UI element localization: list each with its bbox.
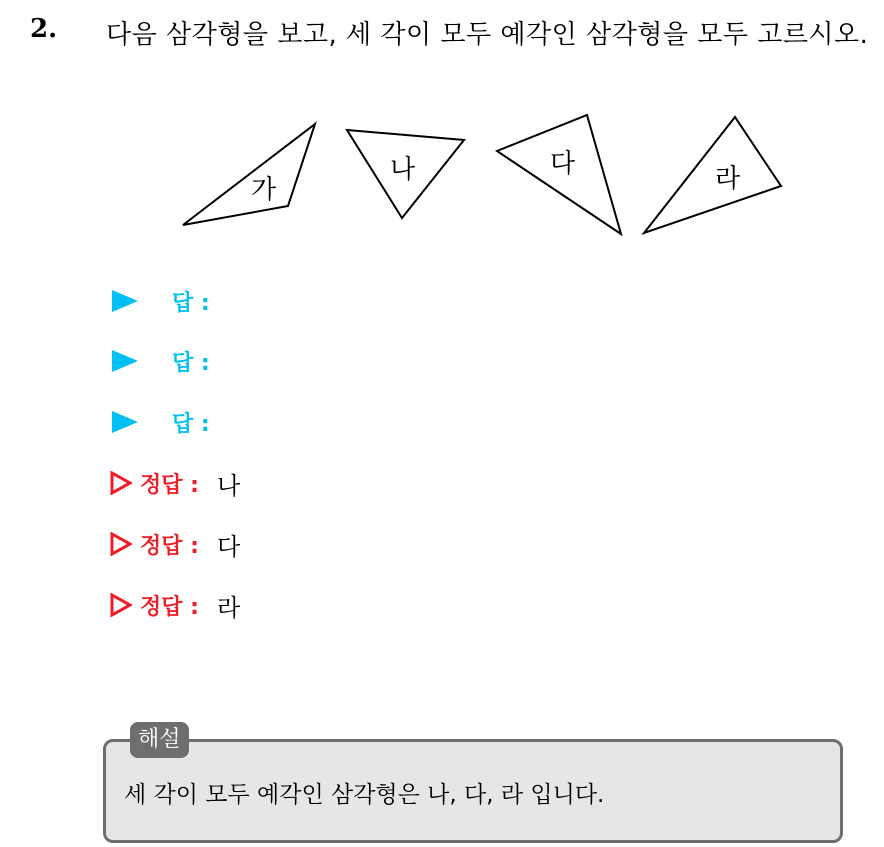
blank-marker-icon <box>112 411 138 433</box>
correct-answer-2 <box>108 526 240 562</box>
triangle-na-label: 나 <box>390 155 416 185</box>
outline-triangle-icon <box>110 471 132 495</box>
correct-answer-1 <box>108 465 240 501</box>
triangle-da-label: 다 <box>550 149 576 179</box>
explanation-tab: 해설 <box>130 722 189 758</box>
explanation-text: 세 각이 모두 예각인 삼각형은 나, 다, 라 입니다. <box>124 782 605 808</box>
correct-answer-label: 정답 : <box>140 472 199 498</box>
correct-answer-label: 정답 : <box>140 533 199 559</box>
answer-blank-1 <box>108 283 210 319</box>
outline-triangle-icon <box>110 532 132 556</box>
question-number: 2. <box>30 14 58 44</box>
answer-blank-label: 답 : <box>172 290 210 316</box>
triangle-da <box>497 115 621 234</box>
triangles-figure <box>0 0 884 260</box>
blank-marker-icon <box>112 290 138 312</box>
triangle-ra <box>644 117 781 233</box>
correct-answer-value: 라 <box>216 593 241 622</box>
blank-marker-icon <box>112 350 138 372</box>
triangle-ga-label: 가 <box>251 175 277 205</box>
outline-triangle-icon <box>110 593 132 617</box>
triangle-na <box>347 130 464 218</box>
triangle-ga <box>183 124 315 225</box>
correct-answer-3 <box>108 587 240 623</box>
question-text: 다음 삼각형을 보고, 세 각이 모두 예각인 삼각형을 모두 고르시오. <box>106 20 869 50</box>
answer-blank-label: 답 : <box>172 350 210 376</box>
correct-answer-label: 정답 : <box>140 594 199 620</box>
answer-blank-label: 답 : <box>172 411 210 437</box>
answer-blank-2 <box>108 343 210 379</box>
correct-answer-value: 나 <box>216 471 241 500</box>
correct-answer-value: 다 <box>216 532 241 561</box>
answer-blank-3 <box>108 404 210 440</box>
triangle-ra-label: 라 <box>715 164 741 194</box>
